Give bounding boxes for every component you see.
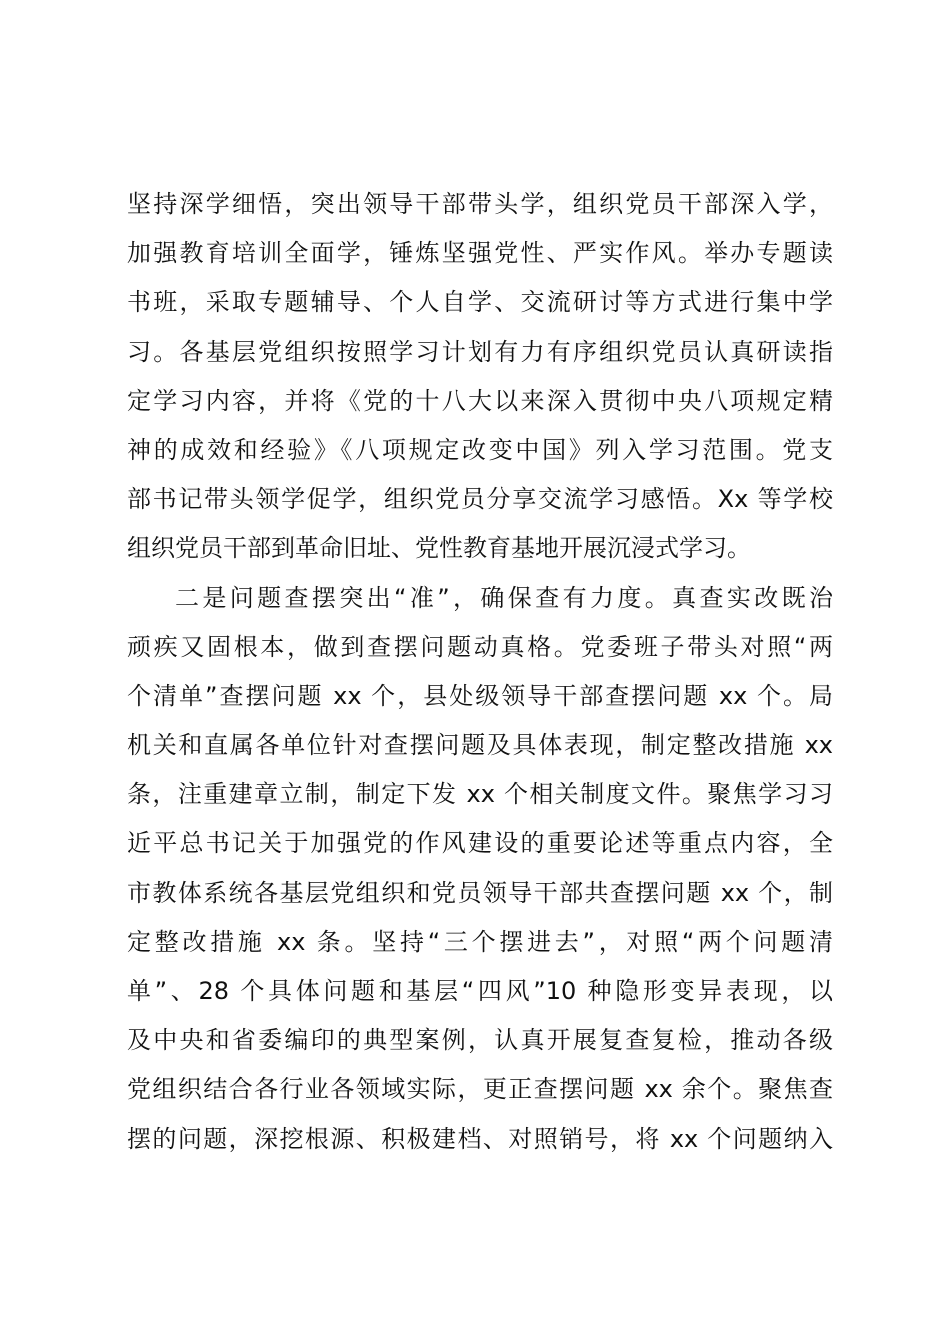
paragraph-2-line: 条，注重建章立制，制定下发 xx 个相关制度文件。聚焦学习习 — [127, 780, 833, 809]
paragraph-2-line: 党组织结合各行业各领域实际，更正查摆问题 xx 余个。聚焦查 — [127, 1075, 833, 1104]
paragraph-2-line: 市教体系统各基层党组织和党员领导干部共查摆问题 xx 个，制 — [127, 878, 833, 907]
paragraph-1-line: 部书记带头领学促学，组织党员分享交流学习感悟。Xx 等学校 — [127, 485, 833, 514]
paragraph-1-line: 组织党员干部到革命旧址、党性教育基地开展沉浸式学习。 — [127, 534, 751, 563]
paragraph-1-line: 神的成效和经验》《八项规定改变中国》列入学习范围。党支 — [127, 435, 833, 464]
paragraph-2-line: 顽疾又固根本，做到查摆问题动真格。党委班子带头对照“两 — [127, 632, 833, 661]
paragraph-1-line: 书班，采取专题辅导、个人自学、交流研讨等方式进行集中学 — [127, 288, 833, 317]
paragraph-2-line: 近平总书记关于加强党的作风建设的重要论述等重点内容，全 — [127, 829, 833, 858]
paragraph-2-line: 个清单”查摆问题 xx 个，县处级领导干部查摆问题 xx 个。局 — [127, 681, 833, 710]
paragraph-2-line: 单”、28 个具体问题和基层“四风”10 种隐形变异表现，以 — [127, 977, 833, 1005]
paragraph-1-line: 坚持深学细悟，突出领导干部带头学，组织党员干部深入学， — [127, 190, 833, 218]
body-text — [127, 180, 833, 1164]
paragraph-2-line: 机关和直属各单位针对查摆问题及具体表现，制定整改措施 xx — [127, 731, 833, 760]
paragraph-1-line: 定学习内容，并将《党的十八大以来深入贯彻中央八项规定精 — [127, 386, 833, 415]
paragraph-2-line: 及中央和省委编印的典型案例，认真开展复查复检，推动各级 — [127, 1026, 833, 1055]
paragraph-2-line: 二是问题查摆突出“准”，确保查有力度。真查实改既治 — [175, 583, 833, 612]
paragraph-1-line: 加强教育培训全面学，锤炼坚强党性、严实作风。举办专题读 — [127, 239, 833, 268]
paragraph-2-line: 定整改措施 xx 条。坚持“三个摆进去”，对照“两个问题清 — [127, 927, 833, 956]
paragraph-1-line: 习。各基层党组织按照学习计划有力有序组织党员认真研读指 — [127, 337, 833, 366]
paragraph-2-line: 摆的问题，深挖根源、积极建档、对照销号，将 xx 个问题纳入 — [127, 1124, 833, 1153]
